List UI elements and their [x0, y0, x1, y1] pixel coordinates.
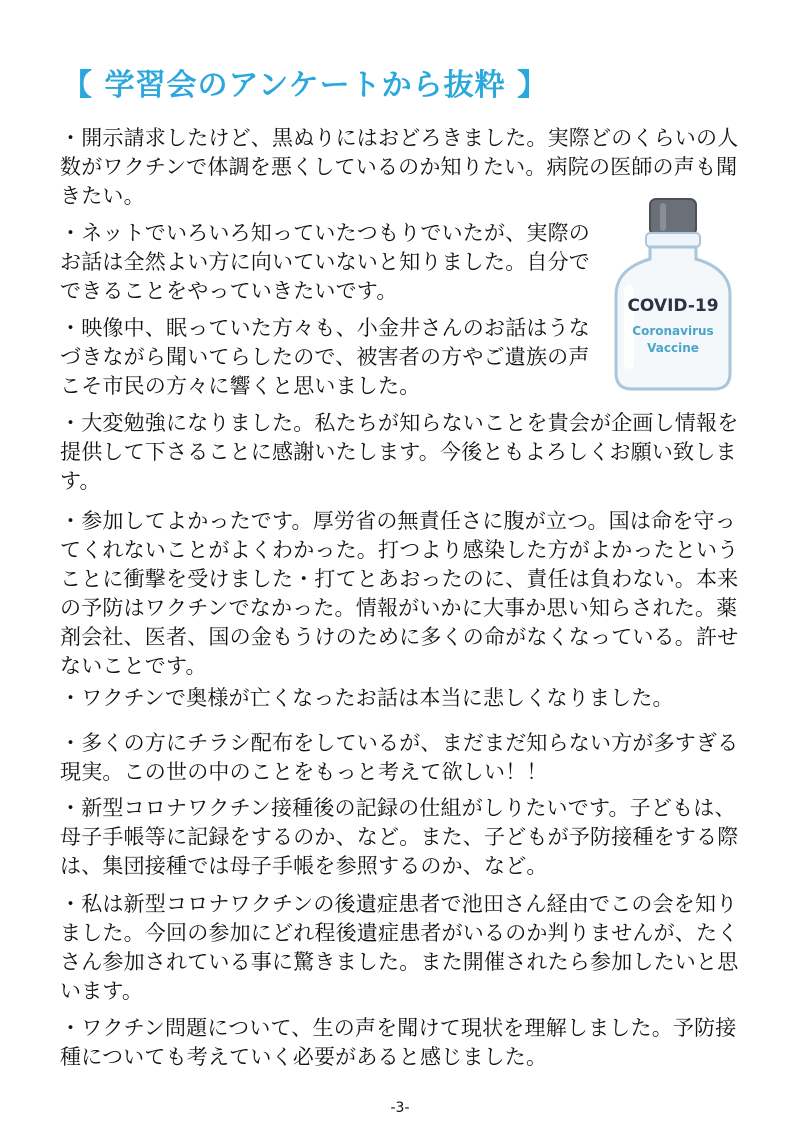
vial-label-subtitle: Coronavirus	[632, 324, 714, 338]
vial-label-title: COVID-19	[627, 296, 719, 316]
vial-label-type: Vaccine	[647, 341, 699, 355]
comment-paragraph-7: ・多くの方にチラシ配布をしているが、まだまだ知らない方が多すぎる現実。この世の中のことをもっと考えて欲しい！！	[60, 731, 739, 784]
vial-cap-shine	[660, 203, 666, 231]
page-number: -3-	[390, 1100, 410, 1116]
vaccine-vial-illustration	[600, 195, 745, 395]
comment-paragraph-8: ・新型コロナワクチン接種後の記録の仕組がしりたいです。子どもは、母子手帳等に記録をするのか、など。また、子どもが予防接種をする際は、集団接種では母子手帳を参照するのか、など。	[60, 796, 739, 878]
comment-paragraph-2: ・ネットでいろいろ知っていたつもりでいたが、実際のお話は全然よい方に向いていないと知りました。自分でできることをやっていきたいです。	[60, 221, 590, 303]
comment-paragraph-9: ・私は新型コロナワクチンの後遺症患者で池田さん経由でこの会を知りました。今回の参加にどれ程後遺症患者がいるのか判りませんが、たくさん参加されている事に驚きました。また開催されたら参加したいと思います。	[60, 892, 739, 1003]
comment-paragraph-1: ・開示請求したけど、黒ぬりにはおどろきました。実際どのくらいの人数がワクチンで体調を悪くしているのか知りたい。病院の医師の声も聞きたい。	[60, 126, 739, 208]
comment-paragraph-4: ・大変勉強になりました。私たちが知らないことを貴会が企画し情報を提供して下さることに感謝いたします。今後ともよろしくお願い致します。	[60, 411, 739, 493]
page-title: 【 学習会のアンケートから抜粋 】	[62, 68, 549, 103]
vial-cap	[650, 199, 696, 235]
comment-paragraph-3: ・映像中、眠っていた方々も、小金井さんのお話はうなづきながら聞いてらしたので、被害者の方やご遺族の声こそ市民の方々に響くと思いました。	[60, 316, 590, 398]
comment-paragraph-6: ・ワクチンで奥様が亡くなったお話は本当に悲しくなりました。	[60, 686, 674, 710]
comment-paragraph-10: ・ワクチン問題について、生の声を聞けて現状を理解しました。予防接種についても考えていく必要があると感じました。	[60, 1016, 737, 1069]
vial-neck-ring	[646, 233, 700, 247]
comment-paragraph-5: ・参加してよかったです。厚労省の無責任さに腹が立つ。国は命を守ってくれないことがよくわかった。打つより感染した方がよかったということに衝撃を受けました・打てとあおったのに、責任は負わない。本来の予防はワクチンでなかった。情報がいかに大事か思い知らされた。薬剤会社、医者、国の金もうけのために多くの命がなくなっている。許せないことです。	[60, 509, 739, 678]
